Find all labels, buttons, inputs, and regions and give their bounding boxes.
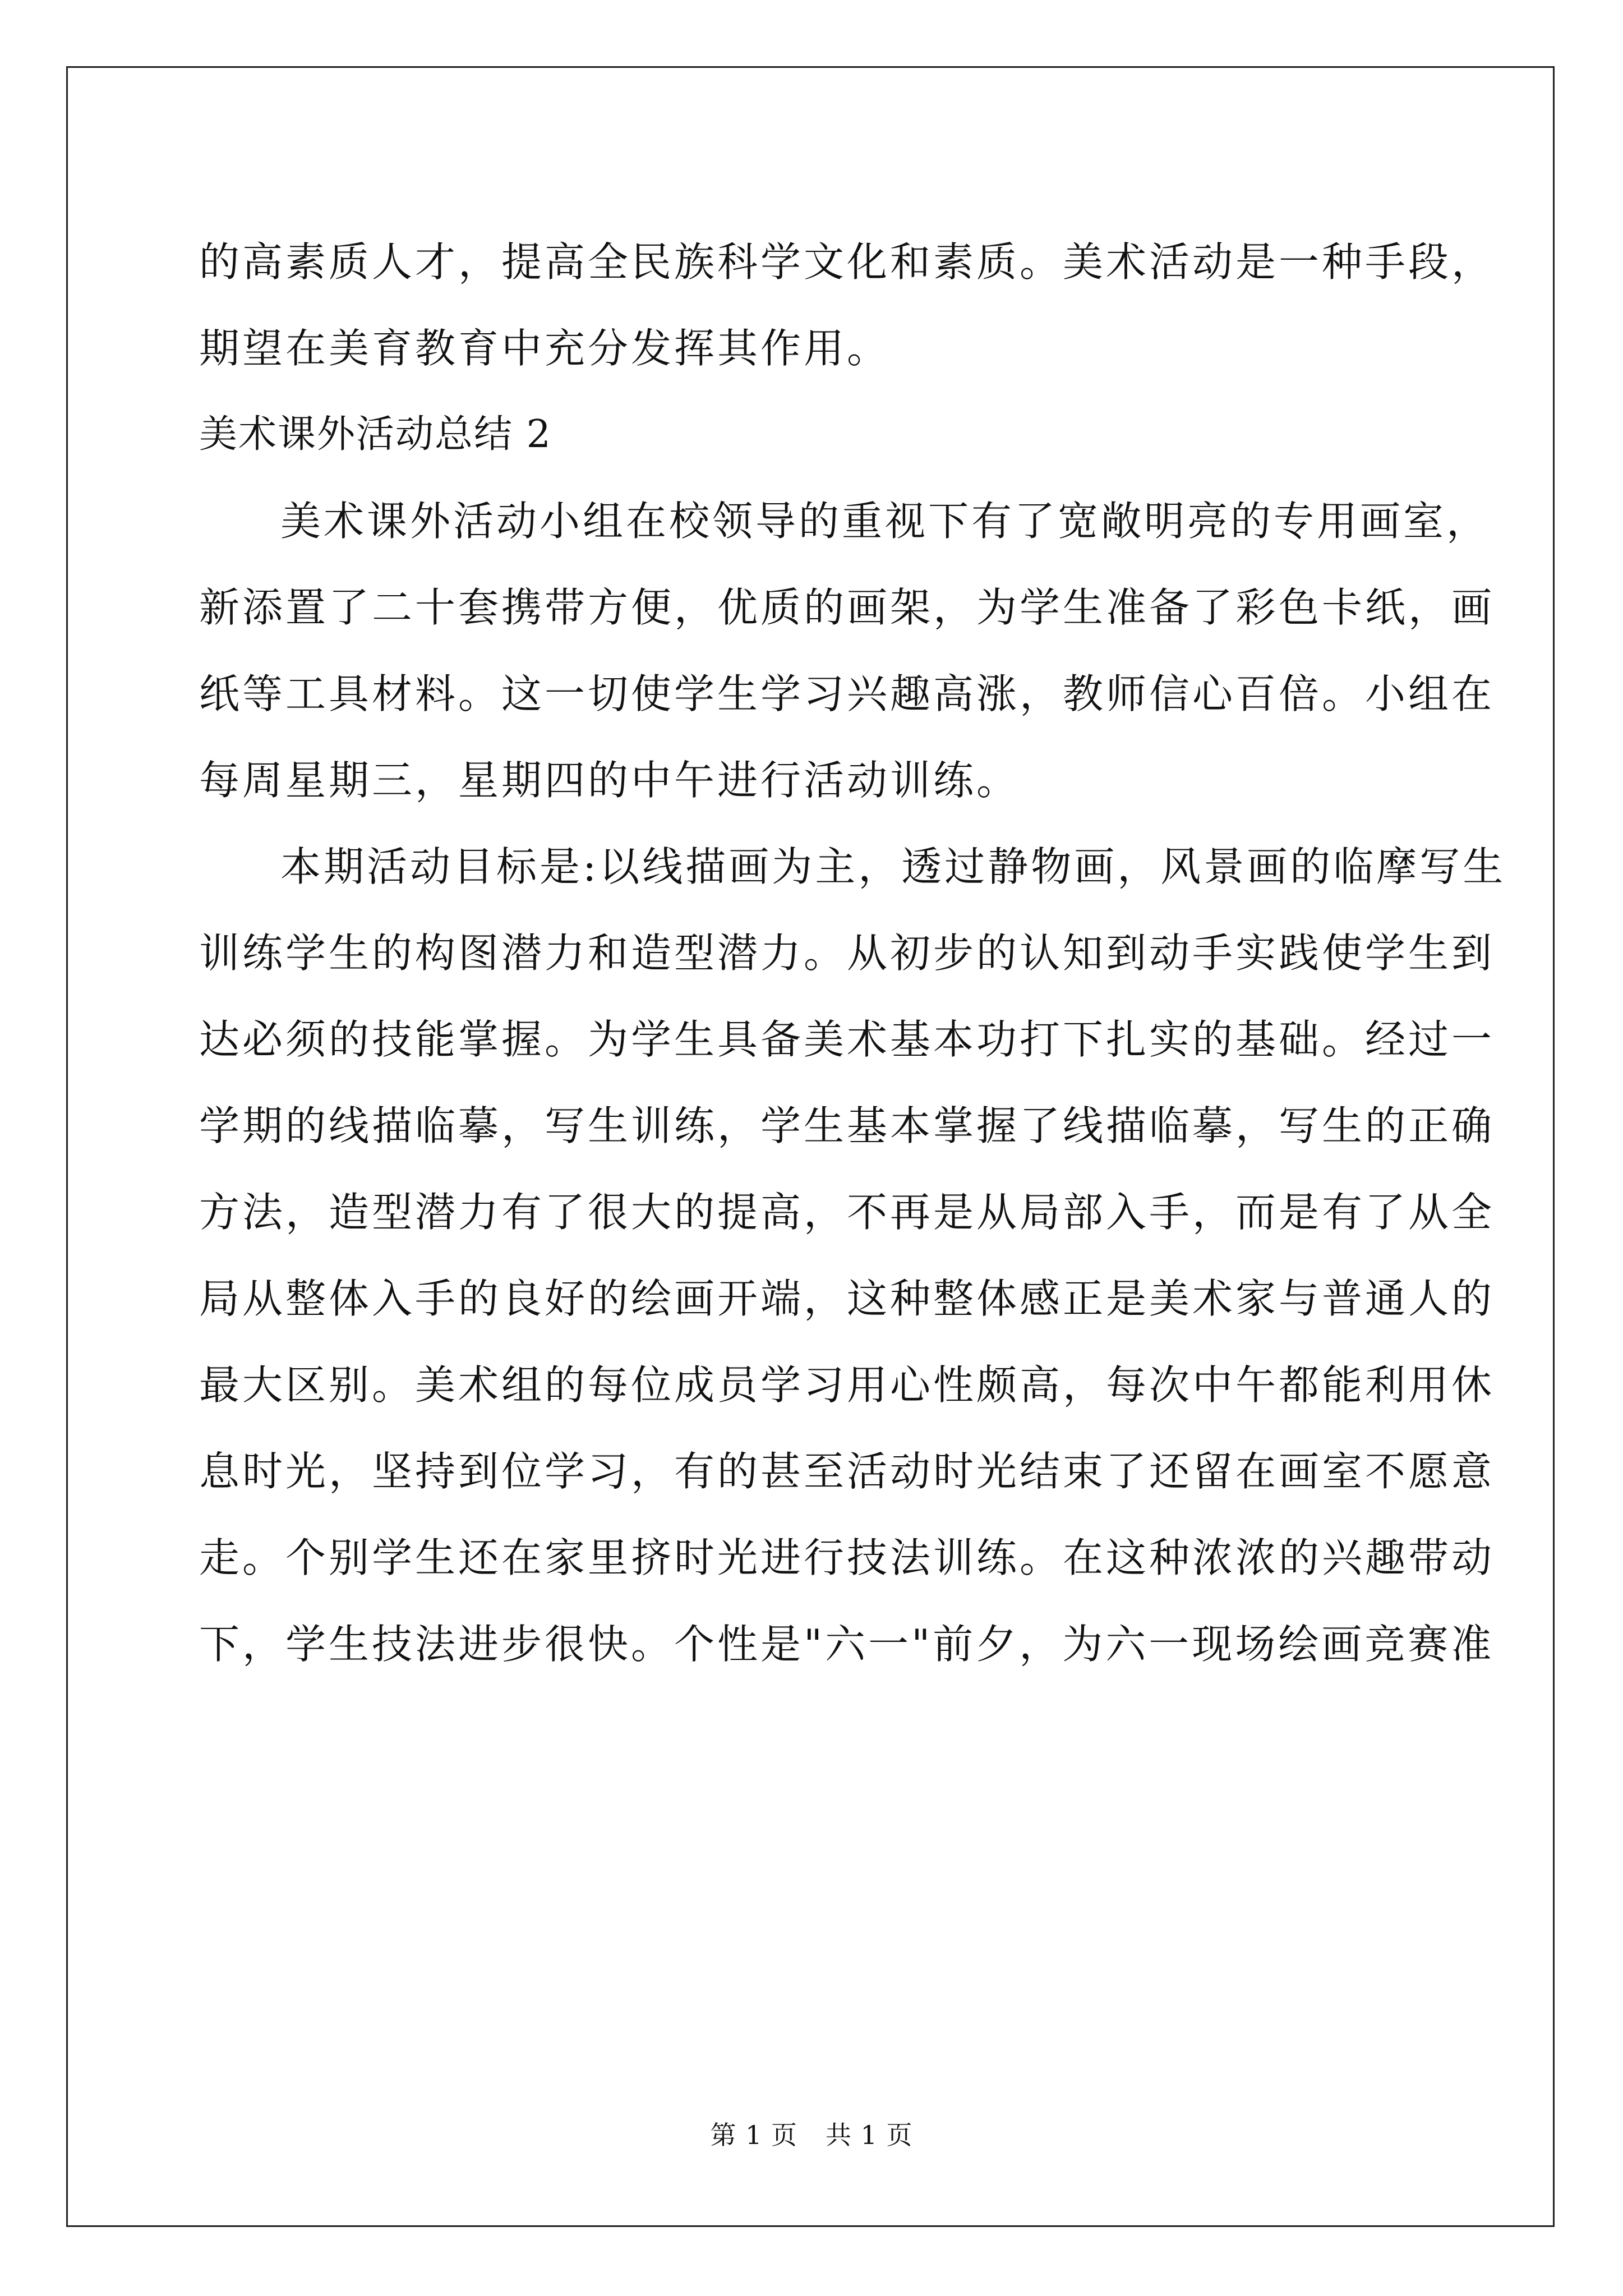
paragraph-line: 每周星期三，星期四的中午进行活动训练。	[199, 757, 1020, 804]
document-body	[199, 219, 1506, 1687]
paragraph-line: 的高素质人才，提高全民族科学文化和素质。美术活动是一种手段，	[199, 238, 1495, 286]
page-total: 共 1 页	[826, 2120, 913, 2150]
paragraph-line: 局从整体入手的良好的绘画开端，这种整体感正是美术家与普通人的	[199, 1275, 1495, 1322]
page-footer	[0, 2115, 1623, 2152]
page-number: 第 1 页	[710, 2120, 797, 2150]
paragraph-line: 期望在美育教育中充分发挥其作用。	[199, 325, 891, 372]
paragraph-line: 学期的线描临摹，写生训练，学生基本掌握了线描临摹，写生的正确	[199, 1102, 1495, 1149]
paragraph-line: 新添置了二十套携带方便，优质的画架，为学生准备了彩色卡纸，画	[199, 584, 1495, 631]
paragraph-line: 美术课外活动小组在校领导的重视下有了宽敞明亮的专用画室，	[280, 498, 1490, 545]
paragraph-line: 方法，造型潜力有了很大的提高，不再是从局部入手，而是有了从全	[199, 1189, 1495, 1236]
paragraph-line: 息时光，坚持到位学习，有的甚至活动时光结束了还留在画室不愿意	[199, 1448, 1495, 1495]
paragraph-line: 走。个别学生还在家里挤时光进行技法训练。在这种浓浓的兴趣带动	[199, 1534, 1495, 1581]
paragraph-line: 本期活动目标是:以线描画为主，透过静物画，风景画的临摩写生	[280, 843, 1506, 890]
paragraph-line: 最大区别。美术组的每位成员学习用心性颇高，每次中午都能利用休	[199, 1361, 1495, 1409]
paragraph-line: 训练学生的构图潜力和造型潜力。从初步的认知到动手实践使学生到	[199, 930, 1495, 977]
paragraph-line: 纸等工具材料。这一切使学生学习兴趣高涨，教师信心百倍。小组在	[199, 670, 1495, 717]
paragraph-line: 达必须的技能掌握。为学生具备美术基本功打下扎实的基础。经过一	[199, 1016, 1495, 1063]
paragraph-line: 下，学生技法进步很快。个性是"六一"前夕，为六一现场绘画竞赛准	[199, 1621, 1495, 1668]
section-heading: 美术课外活动总结 2	[199, 412, 552, 457]
